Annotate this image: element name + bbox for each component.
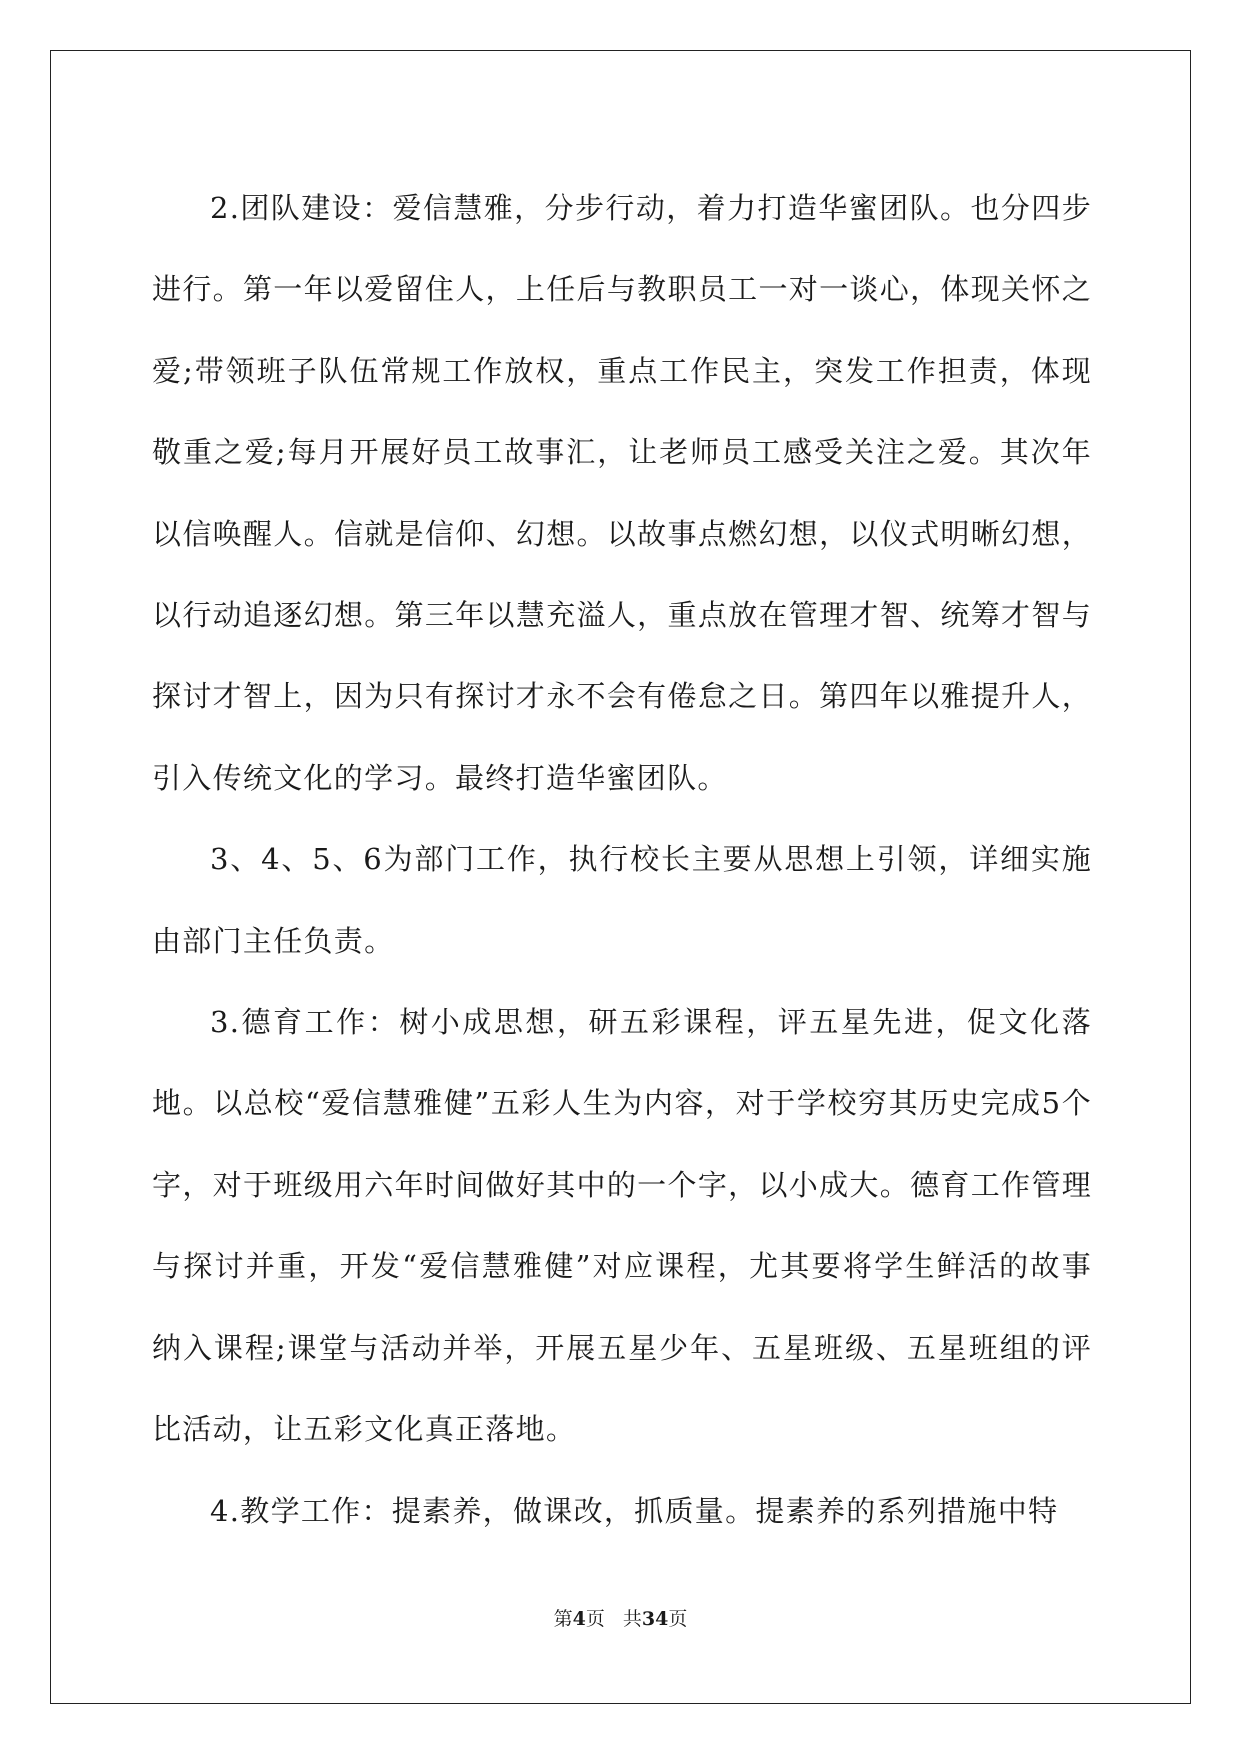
paragraph-team-building: 2.团队建设：爱信慧雅，分步行动，着力打造华蜜团队。也分四步进行。第一年以爱留住人，上任后与教职员工一对一谈心，体现关怀之爱;带领班子队伍常规工作放权，重点工作民主，突发工作担责，体现敬重之爱;每月开展好员工故事汇，让老师员工感受关注之爱。其次年以信唤醒人。信就是信仰、幻想。以故事点燃幻想，以仪式明晰幻想，以行动追逐幻想。第三年以慧充溢人，重点放在管理才智、统筹才智与探讨才智上，因为只有探讨才永不会有倦怠之日。第四年以雅提升人，引入传统文化的学习。最终打造华蜜团队。 [152,191,1092,795]
paragraph-moral-education: 3.德育工作：树小成思想，研五彩课程，评五星先进，促文化落地。以总校“爱信慧雅健”五彩人生为内容，对于学校穷其历史完成5个字，对于班级用六年时间做好其中的一个字，以小成大。德育工作管理与探讨并重，开发“爱信慧雅健”对应课程，尤其要将学生鲜活的故事纳入课程;课堂与活动并举，开展五星少年、五星班级、五星班组的评比活动，让五彩文化真正落地。 [152,1005,1092,1447]
document-body [152,168,1092,1552]
current-page-number: 4 [572,1608,586,1630]
page-prefix: 第 [553,1608,573,1630]
total-prefix: 共 [622,1608,642,1630]
page-footer [0,1604,1241,1631]
paragraph-department-work: 3、4、5、6为部门工作，执行校长主要从思想上引领，详细实施由部门主任负责。 [152,842,1092,958]
page-suffix: 页 [585,1608,605,1630]
paragraph-teaching-work: 4.教学工作：提素养，做课改，抓质量。提素养的系列措施中特 [210,1493,1059,1528]
total-page-count: 34 [641,1608,669,1630]
total-suffix: 页 [668,1608,688,1630]
